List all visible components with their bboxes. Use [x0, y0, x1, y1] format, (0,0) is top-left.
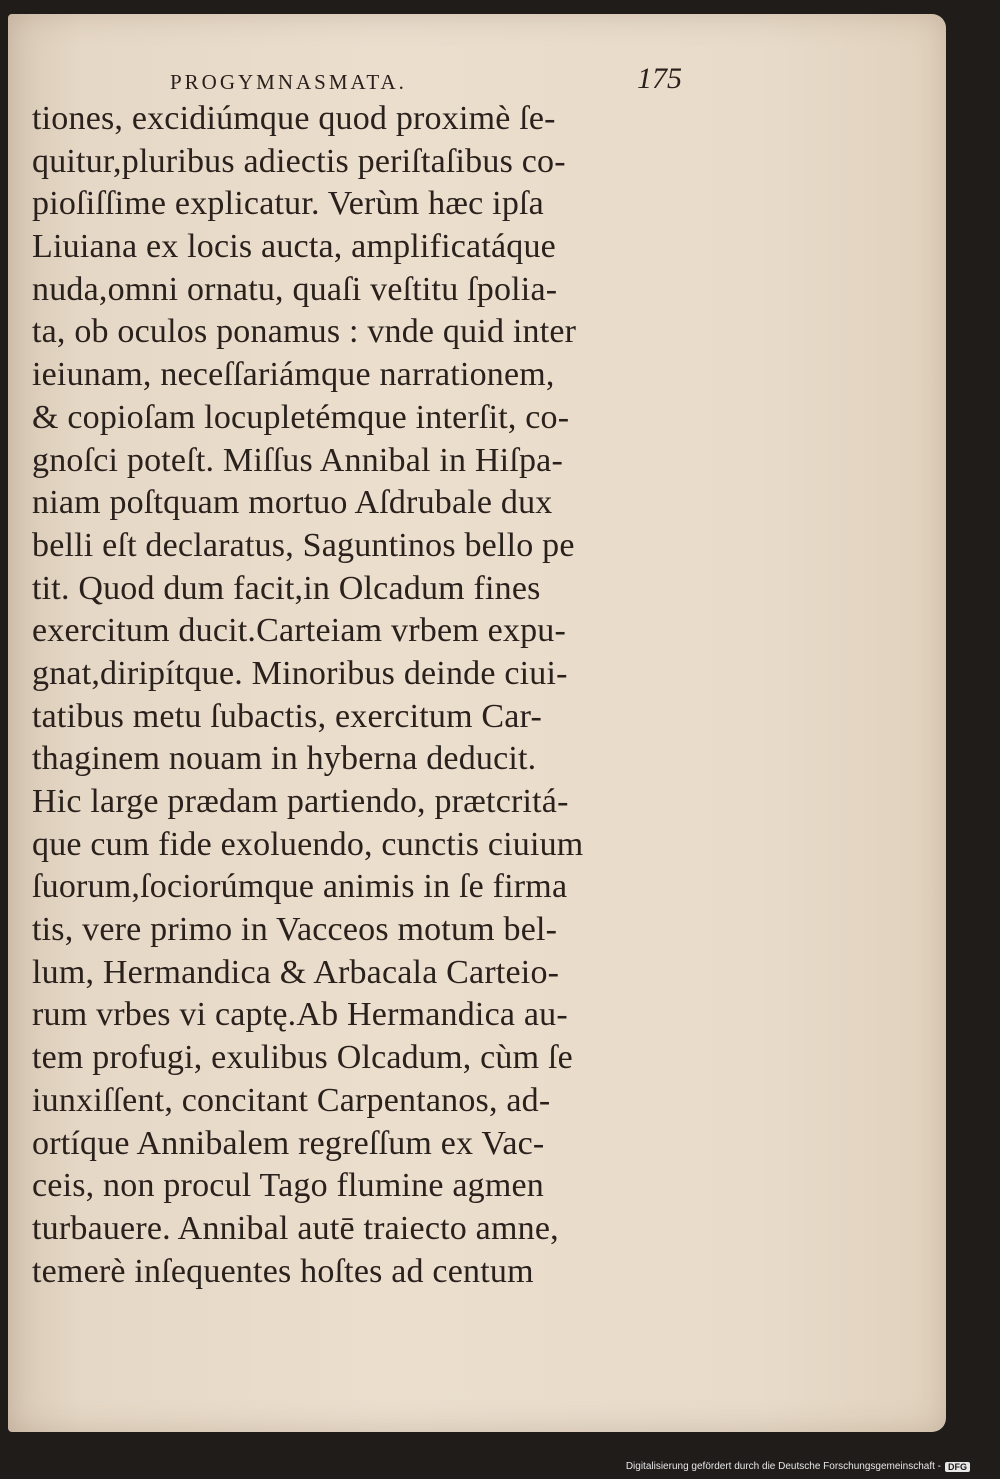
text-line: nuda,omni ornatu, quaſi veſtitu ſpolia-	[32, 270, 558, 308]
text-line: Liuiana ex locis aucta, amplificatáque	[32, 228, 556, 266]
text-line: rum vrbes vi captę.Ab Hermandica au-	[32, 996, 568, 1034]
page-number: 175	[637, 62, 682, 95]
text-line: tit. Quod dum facit,in Olcadum fines	[32, 569, 541, 607]
text-line: Hic large prædam partiendo, prætcritá-	[32, 783, 569, 820]
text-line: turbauere. Annibal autē traiecto amne,	[32, 1209, 559, 1247]
text-line: quitur,pluribus adiectis periſtaſibus co-	[32, 142, 566, 180]
text-line: thaginem nouam in hyberna deducit.	[32, 740, 537, 778]
text-line: tem profugi, exulibus Olcadum, cùm ſe	[32, 1039, 573, 1077]
text-line: que cum fide exoluendo, cunctis ciuium	[32, 825, 584, 863]
text-line: lum, Hermandica & Arbacala Carteio-	[32, 953, 560, 991]
text-line: belli eſt declaratus, Saguntinos bello pe	[32, 526, 575, 564]
running-title: PROGYMNASMATA.	[170, 70, 407, 94]
text-line: ta, ob oculos ponamus : vnde quid inter	[32, 313, 577, 351]
body-text	[32, 98, 692, 1293]
text-line: tis, vere primo in Vacceos motum bel-	[32, 911, 558, 949]
dfg-logo: DFG	[945, 1462, 970, 1472]
text-line: gnoſci poteſt. Miſſus Annibal in Hiſpa-	[32, 441, 563, 479]
text-line: iunxiſſent, concitant Carpentanos, ad-	[32, 1081, 551, 1119]
text-line: tiones, excidiúmque quod proximè ſe-	[32, 100, 556, 137]
text-line: ceis, non procul Tago flumine agmen	[32, 1167, 544, 1205]
text-line: pioſiſſime explicatur. Verùm hæc ipſa	[32, 185, 544, 223]
text-line: gnat,diripítque. Minoribus deinde ciui-	[32, 654, 568, 692]
credit-text: Digitalisierung gefördert durch die Deutsche Forschungsgemeinschaft -	[625, 1461, 941, 1472]
text-line: tatibus metu ſubactis, exercitum Car-	[32, 697, 542, 735]
text-line: ieiunam, neceſſariámque narrationem,	[32, 356, 555, 394]
text-line: exercitum ducit.Carteiam vrbem expu-	[32, 612, 567, 650]
digitization-credit	[626, 1461, 970, 1472]
text-line: temerè inſequentes hoſtes ad centum	[32, 1252, 534, 1290]
text-line: ſuorum,ſociorúmque animis in ſe firma	[32, 868, 568, 906]
text-line: & copioſam locupletémque interſit, co-	[32, 398, 570, 436]
text-line: niam poſtquam mortuo Aſdrubale dux	[32, 484, 553, 522]
text-line: ortíque Annibalem regreſſum ex Vac-	[32, 1124, 545, 1162]
